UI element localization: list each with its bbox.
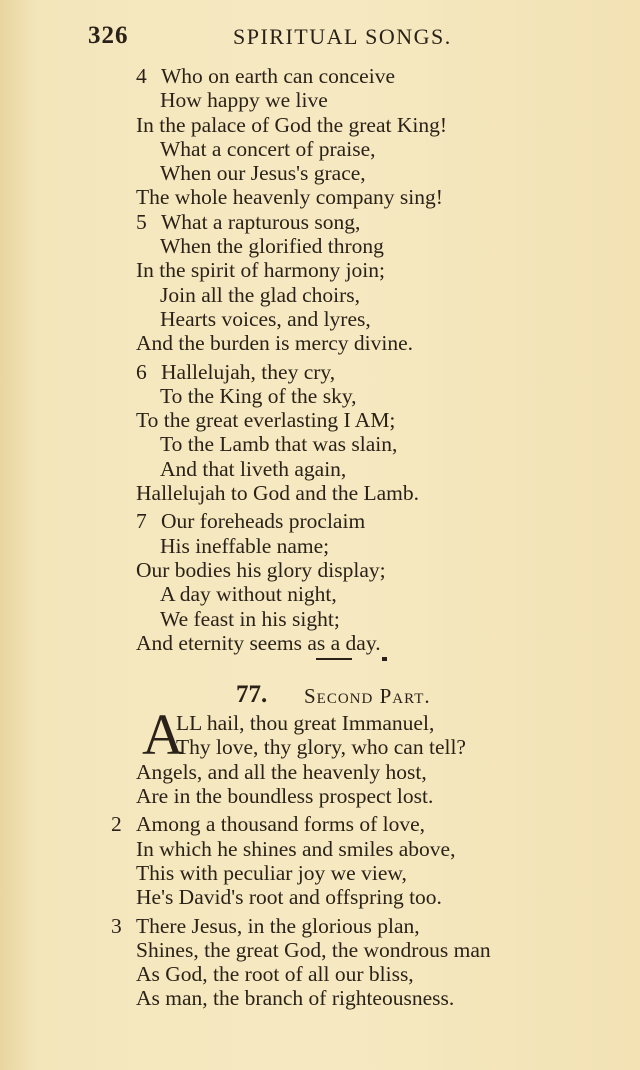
verse-line: 3 There Jesus, in the glorious plan, xyxy=(111,913,420,938)
verse-line: 2 Among a thousand forms of love, xyxy=(111,812,426,837)
verse-line: 7 Our foreheads proclaim xyxy=(136,509,366,534)
verse-line: Hallelujah to God and the Lamb. xyxy=(136,481,420,506)
stanza-number: 7 xyxy=(136,509,147,534)
verse-line: In the palace of God the great King! xyxy=(136,112,448,137)
verse-line: What a concert of praise, xyxy=(160,136,376,161)
verse-line: 5 What a rapturous song, xyxy=(136,209,361,234)
divider-dash xyxy=(316,658,352,660)
verse-line: In which he shines and smiles above, xyxy=(136,836,456,861)
verse-line: How happy we live xyxy=(160,88,328,113)
verse-line: 4 Who on earth can conceive xyxy=(136,64,395,88)
verse-line: LL hail, thou great Immanuel, xyxy=(176,711,435,736)
verse-line: As man, the branch of righteousness. xyxy=(136,986,455,1011)
verse-line: This with peculiar joy we view, xyxy=(136,860,407,885)
stanza-number: 2 xyxy=(111,812,122,837)
verse-line: To the great everlasting I AM; xyxy=(136,408,396,433)
verse-line: Join all the glad choirs, xyxy=(160,282,361,307)
divider-dot xyxy=(382,657,387,661)
verse-line: As God, the root of all our bliss, xyxy=(136,962,414,987)
running-title: SPIRITUAL SONGS. xyxy=(233,24,452,49)
stanza-number: 4 xyxy=(136,64,147,88)
page-number: 326 xyxy=(88,22,129,49)
verse-line: In the spirit of harmony join; xyxy=(136,258,386,283)
verse-line: When the glorified throng xyxy=(160,234,384,259)
stanza-number: 5 xyxy=(136,209,147,234)
verse-line: The whole heavenly company sing! xyxy=(136,185,443,210)
verse-line: Angels, and all the heavenly host, xyxy=(136,759,427,784)
stanza-number: 3 xyxy=(111,913,122,938)
hymn-heading xyxy=(136,681,606,711)
verse-line: 6 Hallelujah, they cry, xyxy=(136,359,336,384)
hymn-number: 77. xyxy=(236,681,268,709)
verse-line: To the Lamb that was slain, xyxy=(160,432,398,457)
verse-line: To the King of the sky, xyxy=(160,383,357,408)
verse-line: We feast in his sight; xyxy=(160,606,340,631)
hymn-text xyxy=(111,64,606,1011)
verse-line: A day without night, xyxy=(160,582,337,607)
verse-line: Hearts voices, and lyres, xyxy=(160,306,371,331)
verse-line: And eternity seems as a day. xyxy=(136,630,381,655)
stanza-number: 6 xyxy=(136,359,147,384)
page-header xyxy=(0,22,640,54)
section-divider xyxy=(136,655,606,681)
hymn-part-title: Second Part. xyxy=(304,684,431,709)
verse-line: When our Jesus's grace, xyxy=(160,161,366,186)
drop-cap: A xyxy=(142,702,184,768)
verse-line: He's David's root and offspring too. xyxy=(136,885,442,910)
stanza-with-dropcap xyxy=(136,702,606,809)
verse-line: Are in the boundless prospect lost. xyxy=(136,784,434,809)
verse-line: And that liveth again, xyxy=(160,456,347,481)
verse-line: Our bodies his glory display; xyxy=(136,557,386,582)
verse-line: His ineffable name; xyxy=(160,533,330,558)
verse-line: Shines, the great God, the wondrous man xyxy=(136,937,491,962)
verse-line: And the burden is mercy divine. xyxy=(136,331,414,356)
verse-line: Thy love, thy glory, who can tell? xyxy=(176,735,466,760)
